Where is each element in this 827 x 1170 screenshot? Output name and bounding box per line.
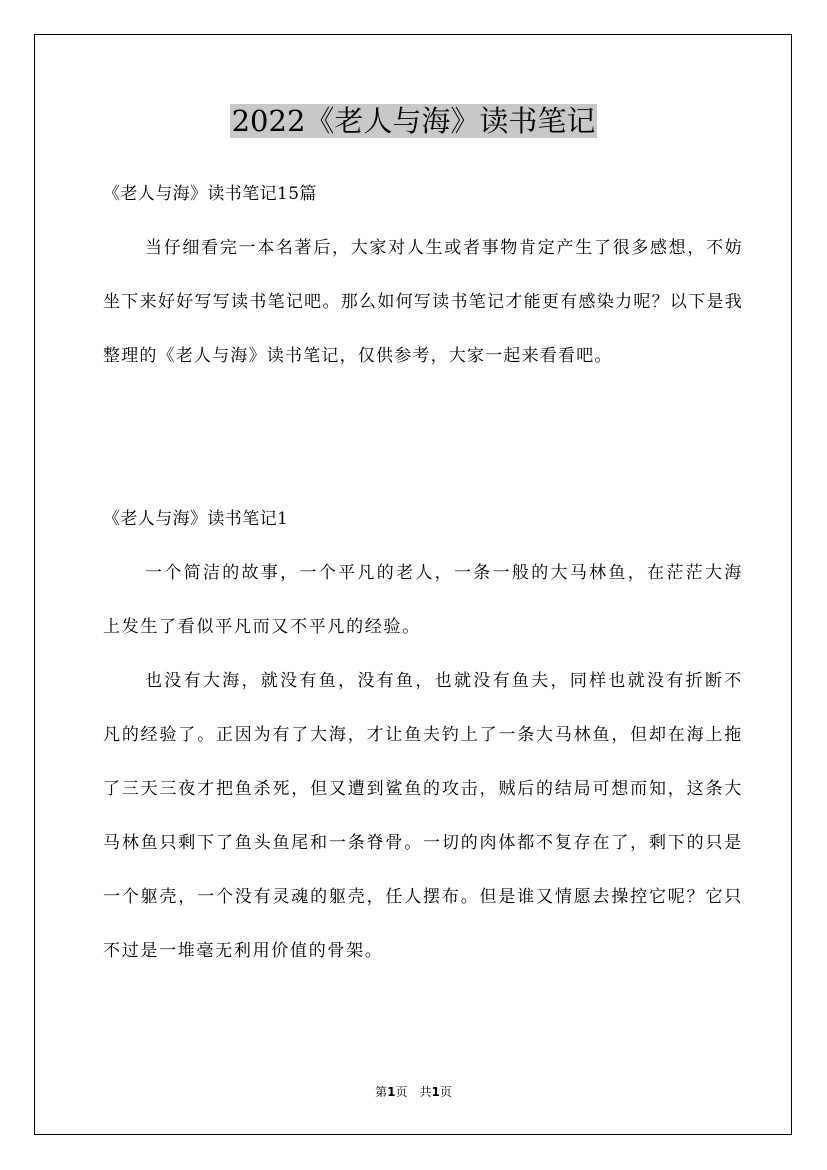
footer-prefix: 第 [375,1085,388,1099]
footer-mid: 页 共 [395,1085,432,1099]
footer-total-pages: 1 [431,1085,440,1099]
body-paragraph-2: 也没有大海，就没有鱼，没有鱼，也就没有鱼夫，同样也就没有折断不凡的经验了。正因为有了大海，才让鱼夫钓上了一条大马林鱼，但却在海上拖了三天三夜才把鱼杀死，但又遭到鲨鱼的攻击，贼后的结局可想而知，这条大马林鱼只剩下了鱼头鱼尾和一条脊骨。一切的肉体都不复存在了，剩下的只是一个躯壳，一个没有灵魂的躯壳，任人摆布。但是谁又情愿去操控它呢？它只不过是一堆毫无利用价值的骨架。 [103,671,743,961]
body-paragraph-1: 一个简洁的故事，一个平凡的老人，一条一般的大马林鱼，在茫茫大海上发生了看似平凡而又不平凡的经验。 [103,563,743,637]
page-footer [0,1082,827,1102]
footer-current-page: 1 [387,1085,396,1099]
section-heading: 《老人与海》读书笔记1 [103,509,289,529]
document-subtitle: 《老人与海》读书笔记15篇 [103,184,317,204]
intro-paragraph: 当仔细看完一本名著后，大家对人生或者事物肯定产生了很多感想，不妨坐下来好好写写读书笔记吧。那么如何写读书笔记才能更有感染力呢？以下是我整理的《老人与海》读书笔记，仅供参考，大家一起来看看吧。 [103,238,743,366]
document-title-text: 2022《老人与海》读书笔记 [231,104,596,138]
footer-suffix: 页 [439,1085,452,1099]
document-title [0,98,827,144]
